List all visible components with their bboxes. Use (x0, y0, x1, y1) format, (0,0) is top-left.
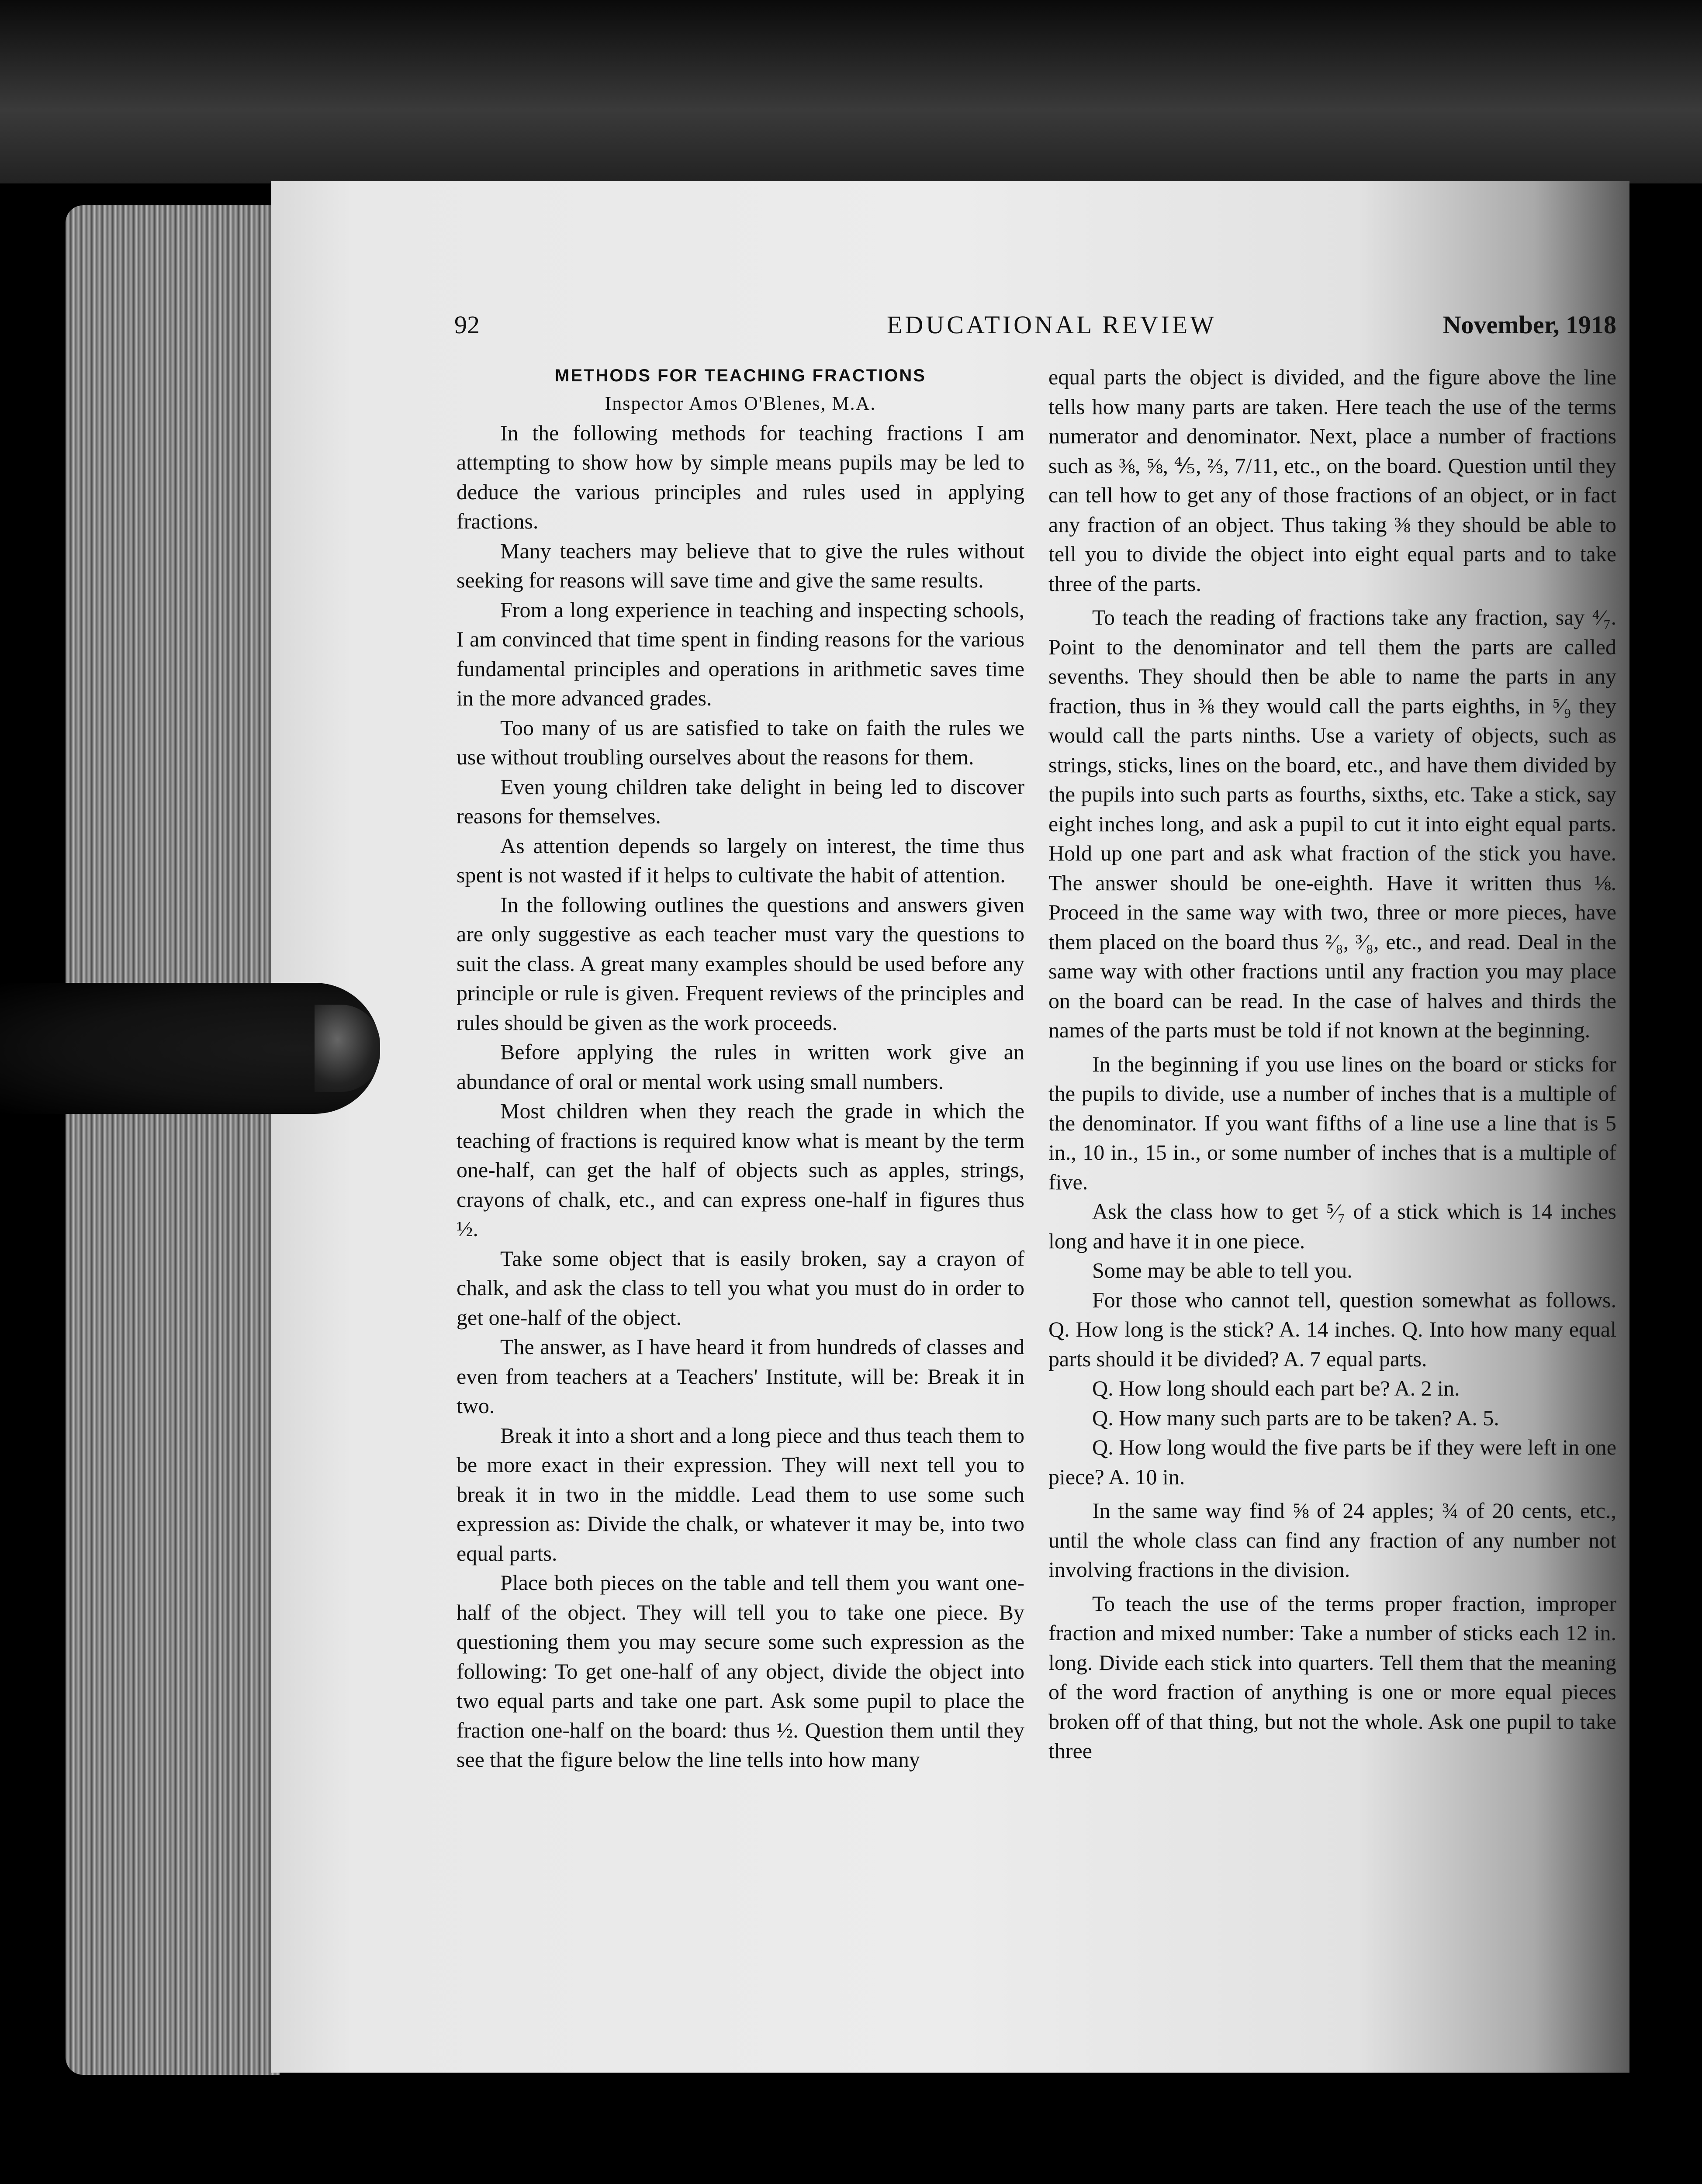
running-head (454, 310, 1616, 349)
paragraph: In the beginning if you use lines on the board or sticks for the pupils to divide, use a number of inches that is a multiple of the denominator. If you want fifths of a line use a line that is 5 in., 10 in., 15 in., or some number of inches that is a multiple of five. (1048, 1051, 1616, 1194)
paragraph: To teach the use of the terms proper fraction, improper fraction and mixed number: Take a number of sticks each 12 in. long. Divide each stick into quarters. Tell them that the meaning of the word fraction of anything is one or more equal pieces broken off of that thing, but not the whole. Ask one pupil to take three (1048, 1591, 1616, 1763)
left-column (457, 363, 1024, 1775)
issue-date: November, 1918 (1443, 311, 1616, 339)
paragraph: In the following methods for teaching fractions I am attempting to show how by simple means pupils may be led to deduce the various principles and rules used in applying fractions. (457, 420, 1024, 533)
paragraph: The answer, as I have heard it from hundreds of classes and even from teachers at a Teachers' Institute, will be: Break it in two. (457, 1334, 1024, 1418)
paragraph: Many teachers may believe that to give the rules without seeking for reasons will save time and give the same results. (457, 538, 1024, 592)
paragraph: Ask the class how to get ⁵⁄₇ of a stick which is 14 inches long and have it in one piece. (1048, 1199, 1616, 1253)
top-shadow (0, 0, 1702, 183)
paragraph: Q. How long would the five parts be if they were left in one piece? A. 10 in. (1048, 1435, 1616, 1489)
article-title: METHODS FOR TEACHING FRACTIONS (555, 366, 926, 385)
paragraph: In the following outlines the questions and answers given are only suggestive as each teacher must vary the questions to suit the class. A great many examples should be used before any principle or rule is given. Frequent reviews of the principles and rules should be given as the work proceeds. (457, 892, 1024, 1035)
paragraph: Even young children take delight in being led to discover reasons for themselves. (457, 774, 1024, 828)
paragraph: In the same way find ⅝ of 24 apples; ¾ of 20 cents, etc., until the whole class can find any fraction of any number not involving fractions in the division. (1048, 1498, 1616, 1582)
paragraph: Too many of us are satisfied to take on faith the rules we use without troubling ourselves about the reasons for them. (457, 715, 1024, 769)
paragraph: Some may be able to tell you. (1092, 1258, 1353, 1282)
paragraph: To teach the reading of fractions take any fraction, say ⁴⁄₇. Point to the denominator and tell them the parts are called sevenths. They should then be able to name the parts in any fraction, thus in ⅜ they would call the parts eighths, in ⁵⁄₉ they would call the parts ninths. Use a variety of objects, such as strings, sticks, lines on the board, etc., and have them divided by the pupils into such parts as fourths, sixths, etc. Take a stick, say eight inches long, and ask a pupil to cut it into eight equal parts. Hold up one part and ask what fraction of the stick you have. The answer should be one-eighth. Have it written thus ⅛. Proceed in the same way with two, three or more pieces, have them placed on the board thus ²⁄₈, ³⁄₈, etc., and read. Deal in the same way with other fractions until any fraction you may place on the board can be read. In the case of halves and thirds the names of the parts must be told if not known at the beginning. (1048, 605, 1616, 1042)
paragraph: Most children when they reach the grade in which the teaching of fractions is required know what is meant by the term one-half, can get the half of objects such as apples, strings, crayons of chalk, etc., and can express one-half in figures thus ½. (457, 1099, 1024, 1241)
paragraph: Before applying the rules in written work give an abundance of oral or mental work using small numbers. (457, 1040, 1024, 1094)
right-column (1048, 363, 1616, 1766)
paragraph: From a long experience in teaching and inspecting schools, I am convinced that time spent in finding reasons for the various fundamental principles and operations in arithmetic saves time in the more advanced grades. (457, 597, 1024, 710)
paragraph: Break it into a short and a long piece and thus teach them to be more exact in their expression. They will next tell you to break it in two in the middle. Lead them to use some such expression as: Divide the chalk, or whatever it may be, into two equal parts. (457, 1423, 1024, 1565)
journal-title: EDUCATIONAL REVIEW (887, 311, 1217, 339)
paragraph: Q. How long should each part be? A. 2 in. (1092, 1376, 1460, 1400)
paragraph: Place both pieces on the table and tell them you want one-half of the object. They will tell you to take one piece. By questioning them you may secure some such expression as the following: To get one-half of any object, divide the object into two equal parts and take one part. Ask some pupil to place the fraction one-half on the board: thus ½. Question them until they see that the figure below the line tells into how many (457, 1570, 1024, 1772)
paragraph: For those who cannot tell, question somewhat as follows. Q. How long is the stick? A. 14 inches. Q. Into how many equal parts should it be divided? A. 7 equal parts. (1048, 1287, 1616, 1371)
paragraph: Take some object that is easily broken, say a crayon of chalk, and ask the class to tell you what you must do in order to get one-half of the object. (457, 1246, 1024, 1330)
paragraph: equal parts the object is divided, and the figure above the line tells how many parts are taken. Here teach the use of the terms numerator and denominator. Next, place a number of fractions such as ⅜, ⅝, ⅘, ⅔, 7/11, etc., on the board. Question until they can tell how to get any of those fractions of an object, or in fact any fraction of an object. Thus taking ⅜ they should be able to tell you to divide the object into eight equal parts and to take three of the parts. (1048, 365, 1616, 596)
paragraph: Q. How many such parts are to be taken? A. 5. (1092, 1405, 1499, 1430)
article-byline: Inspector Amos O'Blenes, M.A. (605, 393, 876, 414)
paragraph: As attention depends so largely on interest, the time thus spent is not wasted if it helps to cultivate the habit of attention. (457, 833, 1024, 887)
book-fore-edge (66, 205, 280, 2075)
page-number: 92 (454, 311, 480, 339)
